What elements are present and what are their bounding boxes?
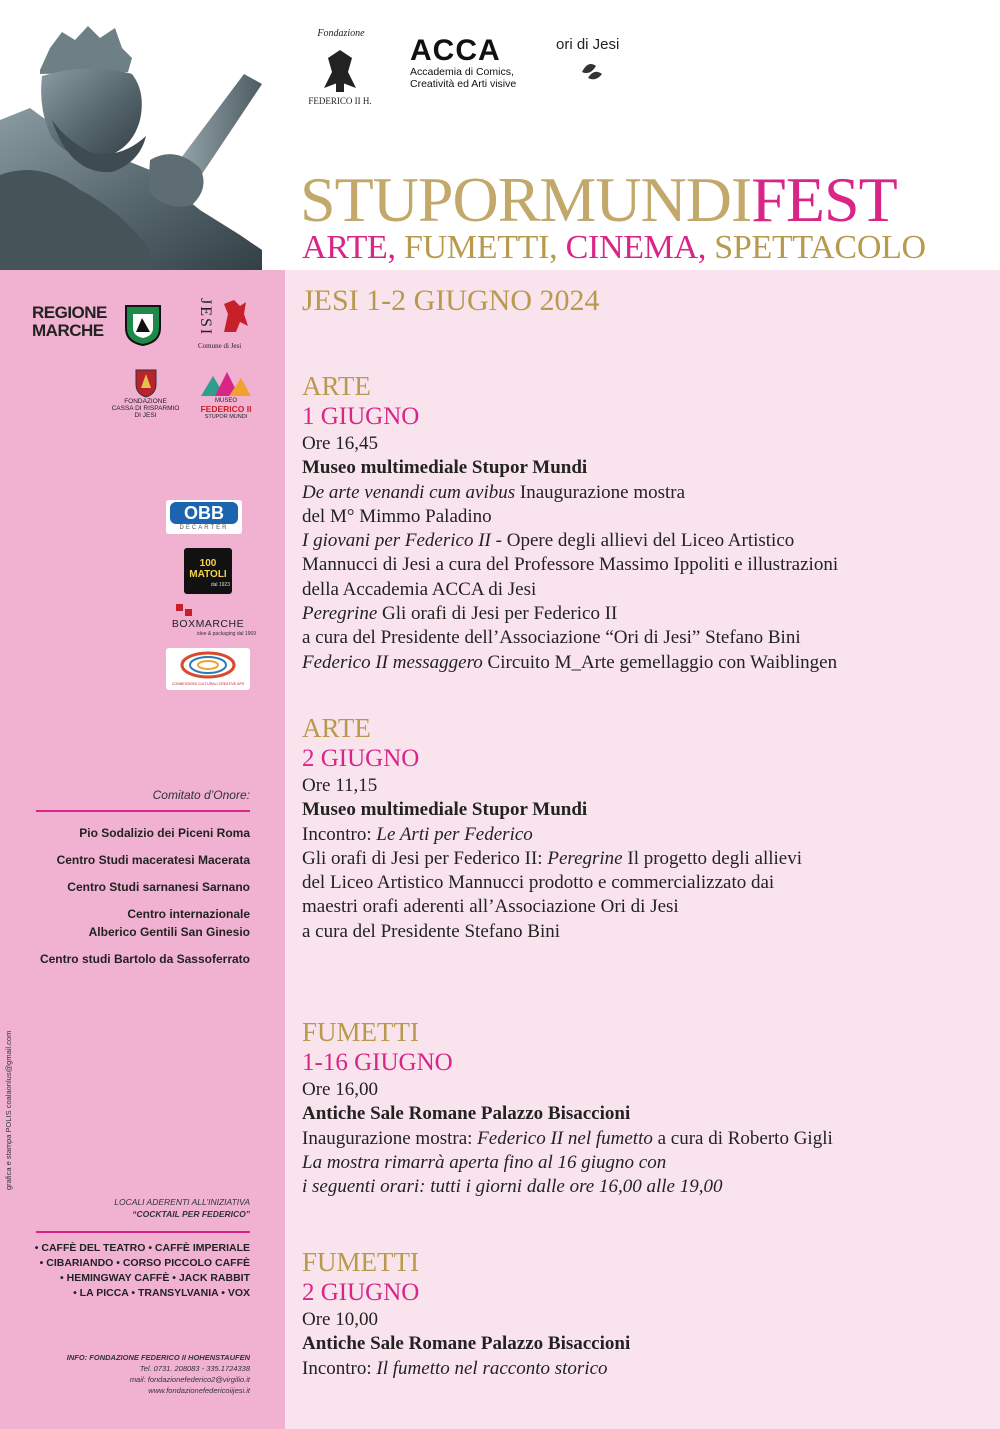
- obb-sub: DECARTER: [179, 525, 229, 531]
- program-line: del M° Mimmo Paladino: [302, 505, 492, 527]
- info-line: Tel. 0731. 208083 - 335.1724338: [139, 1364, 250, 1373]
- acca-sub-line: Accademia di Comics,: [410, 66, 514, 78]
- matoli-sponsor-logo: [184, 548, 232, 594]
- subtitle-arte: ARTE,: [302, 229, 404, 266]
- section-date: 1-16 GIUGNO: [302, 1049, 453, 1076]
- committee-item: Centro Studi maceratesi Macerata: [56, 853, 250, 867]
- program-line: Federico II messaggero Circuito M_Arte gemellaggio con Waiblingen: [302, 651, 838, 673]
- section-time: Ore 16,00: [302, 1079, 378, 1100]
- fondazione-cassa-line: CASSA DI RISPARMIO: [111, 405, 180, 412]
- obb-sponsor-logo: [166, 500, 242, 534]
- section-heading: FUMETTI: [302, 1017, 419, 1047]
- program-line: i seguenti orari: tutti i giorni dalle ore 16,00 alle 19,00: [302, 1176, 723, 1198]
- leaf-icon: [578, 58, 608, 84]
- coat-of-arms-icon: [134, 366, 158, 398]
- program-line: a cura del Presidente Stefano Bini: [302, 920, 561, 942]
- federico-label: FEDERICO II H.: [308, 96, 372, 106]
- statue-image: [0, 0, 262, 270]
- arte-1-giugno: [302, 370, 982, 675]
- ori-di-jesi-text: ori di Jesi: [556, 36, 620, 53]
- program-line: Gli orafi di Jesi per Federico II: Peregrine Il progetto degli allievi: [302, 847, 803, 869]
- regione-shield-icon: [124, 304, 162, 346]
- subtitle-fumetti: FUMETTI,: [403, 229, 566, 266]
- festival-title: [300, 165, 897, 235]
- museo-icon: [199, 370, 253, 398]
- subtitle-cinema: CINEMA,: [565, 229, 715, 266]
- arte-2-giugno: [302, 712, 982, 944]
- acca-logo: [410, 36, 550, 96]
- obb-name: OBB: [170, 502, 238, 524]
- event-date-title: JESI 1-2 GIUGNO 2024: [302, 284, 600, 317]
- header: [0, 0, 1000, 270]
- program-line: del Liceo Artistico Mannucci prodotto e commercializzato dai: [302, 872, 775, 894]
- program-line: della Accademia ACCA di Jesi: [302, 578, 537, 600]
- section-venue: Antiche Sale Romane Palazzo Bisaccioni: [302, 1333, 631, 1355]
- section-time: Ore 10,00: [302, 1309, 378, 1330]
- fondazione-cassa-line: DI JESI: [134, 412, 157, 419]
- section-date: 2 GIUGNO: [302, 745, 420, 772]
- title-part-stupormundi: STUPORMUNDI: [300, 164, 752, 235]
- fumetti-2-giugno: [302, 1246, 982, 1381]
- section-venue: Antiche Sale Romane Palazzo Bisaccioni: [302, 1103, 631, 1125]
- regione-label: REGIONE: [32, 303, 107, 322]
- regione-marche-logo: [32, 304, 162, 350]
- program-line: Incontro: Il fumetto nel racconto storico: [302, 1357, 608, 1379]
- section-heading: FUMETTI: [302, 1247, 419, 1277]
- fumetti-1-16-giugno: [302, 1016, 982, 1199]
- program-line: a cura del Presidente dell’Associazione “Ori di Jesi” Stefano Bini: [302, 627, 801, 649]
- info-line: mail: fondazionefederico2@virgilio.it: [129, 1375, 250, 1384]
- marche-label: MARCHE: [32, 321, 104, 340]
- section-time: Ore 11,15: [302, 775, 378, 796]
- program-line: La mostra rimarrà aperta fino al 16 giugno con: [302, 1151, 667, 1173]
- matoli-name: 100 MATOLI: [189, 558, 227, 580]
- committee-item: Alberico Gentili San Ginesio: [88, 925, 250, 939]
- museo-line: STUPOR MUNDI: [204, 414, 248, 420]
- info-line: www.fondazionefedericoiijesi.it: [148, 1386, 250, 1395]
- fondazione-cassa-logo: [108, 366, 183, 432]
- acca-sub-line: Creatività ed Arti visive: [410, 78, 517, 90]
- section-date: 1 GIUGNO: [302, 403, 420, 430]
- locali-divider: [36, 1231, 250, 1233]
- section-time: Ore 16,45: [302, 433, 378, 454]
- lion-icon: [218, 296, 252, 336]
- program-line: Incontro: Le Arti per Federico: [302, 823, 533, 845]
- program-line: I giovani per Federico II - Opere degli allievi del Liceo Artistico: [302, 530, 795, 552]
- info-block: [20, 1352, 250, 1396]
- committee-item: Centro Studi sarnanesi Sarnano: [67, 880, 250, 894]
- section-venue: Museo multimediale Stupor Mundi: [302, 799, 588, 821]
- festival-subtitle: [302, 228, 926, 268]
- section-heading: ARTE: [302, 371, 371, 401]
- section-heading: ARTE: [302, 713, 371, 743]
- comune-label: Comune di Jesi: [198, 342, 242, 350]
- connessioni-icon: [178, 650, 238, 680]
- connessioni-sponsor-logo: [166, 648, 250, 690]
- program-line: Peregrine Gli orafi di Jesi per Federico II: [302, 603, 618, 625]
- matoli-sub: dal 1923: [210, 582, 230, 588]
- fondazione-label: Fondazione: [317, 28, 365, 39]
- committee-divider: [36, 810, 250, 812]
- cafe-row: • CIBARIANDO • CORSO PICCOLO CAFFÈ: [39, 1257, 250, 1269]
- museo-line: FEDERICO II: [200, 404, 252, 414]
- ori-di-jesi-logo: [556, 36, 646, 86]
- fondazione-federico-logo: [298, 28, 382, 112]
- title-part-fest: FEST: [751, 164, 897, 235]
- boxmarche-name: BOXMARCHE: [171, 618, 245, 630]
- museo-federico-logo: [196, 370, 256, 430]
- section-date: 2 GIUGNO: [302, 1279, 420, 1306]
- cafe-row: • HEMINGWAY CAFFÈ • JACK RABBIT: [60, 1272, 250, 1284]
- locali-heading: [30, 1196, 250, 1220]
- fondazione-cassa-line: FONDAZIONE: [124, 398, 167, 405]
- acca-name: ACCA: [410, 34, 501, 67]
- print-credit: grafica e stampa POLIS coalaonlus@gmail.com: [4, 1030, 13, 1190]
- program-line: maestri orafi aderenti all’Associazione Ori di Jesi: [302, 896, 679, 918]
- cafe-list: [20, 1241, 250, 1301]
- cafe-row: • LA PICCA • TRANSYLVANIA • VOX: [73, 1287, 250, 1299]
- program-line: Inaugurazione mostra: Federico II nel fumetto a cura di Roberto Gigli: [302, 1127, 833, 1149]
- committee-item: Centro internazionale: [127, 907, 250, 921]
- info-line: INFO: FONDAZIONE FEDERICO II HOHENSTAUFEN: [66, 1353, 250, 1362]
- connessioni-name: CONNESSIONI CULTURALI CREATIVE APS: [171, 682, 245, 686]
- committee-label: Comitato d’Onore:: [152, 788, 250, 802]
- locali-line: “COCKTAIL PER FEDERICO”: [132, 1209, 250, 1219]
- subtitle-spettacolo: SPETTACOLO: [714, 229, 926, 266]
- cafe-row: • CAFFÈ DEL TEATRO • CAFFÈ IMPERIALE: [34, 1242, 250, 1254]
- museo-line: MUSEO: [214, 398, 237, 404]
- comune-jesi-logo: [196, 296, 256, 354]
- committee-item: Centro studi Bartolo da Sassoferrato: [39, 952, 250, 966]
- section-venue: Museo multimediale Stupor Mundi: [302, 457, 588, 479]
- locali-line: LOCALI ADERENTI ALL’INIZIATIVA: [114, 1197, 250, 1207]
- program-line: Mannucci di Jesi a cura del Professore Massimo Ippoliti e illustrazioni: [302, 554, 839, 576]
- boxmarche-sponsor-logo: [160, 604, 256, 640]
- jesi-label: JESI: [197, 298, 214, 337]
- boxmarche-sub: idee & packaging dal 1969: [197, 631, 256, 637]
- program-line: De arte venandi cum avibus Inaugurazione mostra: [302, 481, 686, 503]
- committee-item: Pio Sodalizio dei Piceni Roma: [79, 826, 250, 840]
